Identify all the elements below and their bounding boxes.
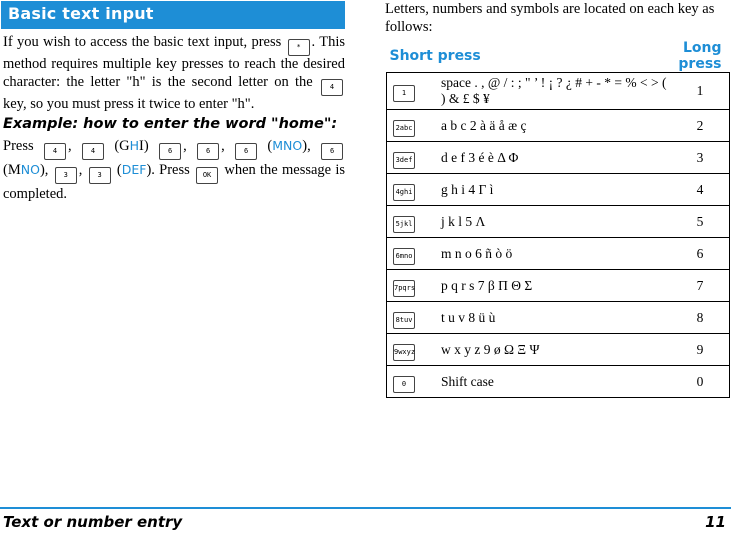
example-heading: Example: how to enter the word "home": — [3, 116, 338, 132]
table-row — [387, 110, 730, 142]
ghi-label: (GHI) — [114, 138, 149, 154]
table-row — [387, 174, 730, 206]
short-press-chars: w x y z 9 ø Ω Ξ Ψ — [437, 334, 671, 366]
key-4-icon: 4ghi — [393, 184, 415, 201]
table-row — [387, 73, 730, 110]
page-number: 11 — [705, 513, 726, 531]
short-press-chars: g h i 4 Γ ì — [437, 174, 671, 206]
table-row — [387, 302, 730, 334]
long-press-value: 1 — [671, 73, 730, 110]
key-3-icon: 3 — [55, 167, 77, 184]
star-key-icon: * — [288, 39, 310, 56]
key-9-icon: 9wxyz — [393, 344, 415, 361]
table-intro: Letters, numbers and symbols are located on each key as follows: — [385, 1, 715, 35]
section-title: Basic text input — [8, 4, 154, 23]
key-6-icon: 6 — [235, 143, 257, 160]
table-row — [387, 238, 730, 270]
short-press-header: Short press — [387, 40, 672, 73]
short-press-chars: space . , @ / : ; " ’ ! ¡ ? ¿ # + - * = % < > ( ) & £ $ ¥ — [437, 73, 671, 110]
short-press-chars: t u v 8 ü ù — [437, 302, 671, 334]
table-row — [387, 366, 730, 398]
table-row — [387, 142, 730, 174]
key-1-icon: 1 — [393, 85, 415, 102]
short-press-chars: d e f 3 é è Δ Φ — [437, 142, 671, 174]
key-7-icon: 7pqrs — [393, 280, 415, 297]
short-press-chars: j k l 5 Λ — [437, 206, 671, 238]
key-3-icon: 3def — [393, 152, 415, 169]
ok-key-icon: OK — [196, 167, 218, 184]
ending-text: when the message is completed. — [3, 162, 346, 202]
key-6-icon: 6 — [197, 143, 219, 160]
intro-text-1: If you wish to access the basic text input, press — [3, 34, 282, 50]
character-table — [386, 40, 730, 398]
def-label: (DEF). Press — [116, 162, 190, 178]
long-press-header: Long press — [671, 40, 730, 73]
long-press-value: 3 — [671, 142, 730, 174]
footer-section-title: Text or number entry — [3, 513, 183, 531]
key-4-icon: 4 — [44, 143, 66, 160]
key-2-icon: 2abc — [393, 120, 415, 137]
press-text: Press — [3, 138, 34, 154]
intro-text-2: . This method requires multiple key presses to reach the desired character: the letter "h" is the second letter on the — [3, 34, 345, 90]
key-4-icon: 4 — [82, 143, 104, 160]
key-8-icon: 8tuv — [393, 312, 415, 329]
short-press-chars: m n o 6 ñ ò ö — [437, 238, 671, 270]
long-press-value: 0 — [671, 366, 730, 398]
mno-label-1: (MNO), — [267, 138, 311, 154]
long-press-value: 7 — [671, 270, 730, 302]
table-row — [387, 334, 730, 366]
long-press-value: 4 — [671, 174, 730, 206]
intro-text-3: key, so you must press it twice to enter "h". — [3, 95, 255, 112]
key-5-icon: 5jkl — [393, 216, 415, 233]
key-3-icon: 3 — [89, 167, 111, 184]
section-header — [1, 1, 345, 29]
short-press-chars: Shift case — [437, 366, 671, 398]
table-row — [387, 270, 730, 302]
example-paragraph: Press 4 , 4 (GHI) 6 , 6 , 6 (MNO), 6 (MNO), 3 , 3 (DEF). Press OK when the message is completed. — [3, 138, 346, 202]
short-press-chars: p q r s 7 β Π Θ Σ — [437, 270, 671, 302]
long-press-value: 2 — [671, 110, 730, 142]
table-row — [387, 206, 730, 238]
long-press-value: 5 — [671, 206, 730, 238]
key-0-icon: 0 — [393, 376, 415, 393]
mno-label-2: (MNO), — [3, 162, 49, 178]
footer-divider — [0, 507, 731, 509]
key-6-icon: 6mno — [393, 248, 415, 265]
key-4-icon: 4 — [321, 79, 343, 96]
key-6-icon: 6 — [321, 143, 343, 160]
intro-paragraph — [3, 34, 345, 113]
long-press-value: 6 — [671, 238, 730, 270]
key-6-icon: 6 — [159, 143, 181, 160]
long-press-value: 9 — [671, 334, 730, 366]
long-press-value: 8 — [671, 302, 730, 334]
short-press-chars: a b c 2 à ä å æ ç — [437, 110, 671, 142]
